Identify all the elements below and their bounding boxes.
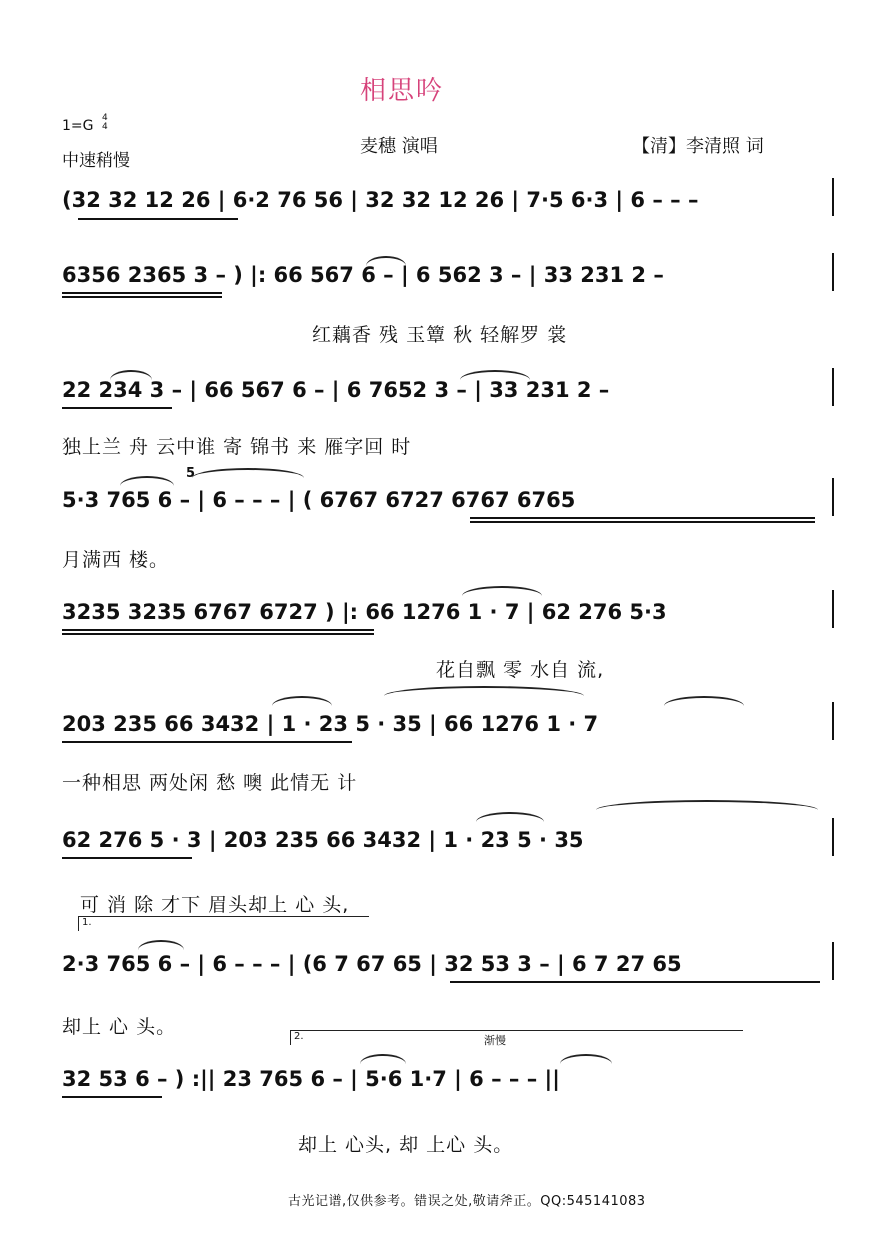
beam [470, 521, 815, 523]
time-bottom: 4 [102, 122, 108, 132]
slur [596, 800, 818, 810]
slur [110, 370, 152, 380]
slur [476, 812, 544, 822]
beam [470, 517, 815, 519]
beam [62, 407, 172, 409]
system-3-lyric: 独上兰 舟 云中谁 寄 锦书 来 雁字回 时 [62, 436, 412, 458]
system-7-notes: 62 276 5 · 3 | 203 235 66 3432 | 1 · 23 5 · 35 [62, 828, 584, 852]
beam [62, 629, 374, 631]
system-9-notes: 32 53 6 – ) :|| 23 765 6 – | 5·6 1·7 | 6 – – – || [62, 1067, 560, 1091]
system-5-lyric: 花自飘 零 水自 流, [436, 659, 605, 681]
system-1-notes: (32 32 12 26 | 6·2 76 56 | 32 32 12 26 | 7·5 6·3 | 6 – – – [62, 188, 699, 212]
second-ending-bracket [290, 1030, 743, 1045]
system-6-notes: 203 235 66 3432 | 1 · 23 5 · 35 | 66 1276 1 · 7 [62, 712, 599, 736]
beam [62, 741, 352, 743]
barline [832, 590, 834, 628]
system-6-lyric: 一种相思 两处闲 愁 噢 此情无 计 [62, 772, 358, 794]
beam [78, 218, 238, 220]
beam [450, 981, 820, 983]
system-3-notes: 22 234 3 – | 66 567 6 – | 6 7652 3 – | 33 231 2 – [62, 378, 610, 402]
grace-note: 5 [186, 466, 196, 481]
barline [832, 368, 834, 406]
lyricist: 【清】李清照 词 [632, 136, 764, 157]
system-2-lyric: 红藕香 残 玉簟 秋 轻解罗 裳 [312, 324, 568, 346]
system-4-notes: 5·3 765 6 – | 6 – – – | ( 6767 6727 6767 6765 [62, 488, 576, 512]
ritardando-marking: 渐慢 [484, 1034, 506, 1047]
transcriber-note: 古光记谱,仅供参考。错误之处,敬请斧正。QQ:545141083 [288, 1194, 646, 1209]
system-7-lyric: 可 消 除 才下 眉头却上 心 头, [80, 894, 350, 916]
beam [62, 633, 374, 635]
slur [460, 370, 530, 380]
slur [462, 586, 542, 596]
slur [366, 256, 406, 266]
system-5-notes: 3235 3235 6767 6727 ) |: 66 1276 1 · 7 | 62 276 5·3 [62, 600, 667, 624]
beam [62, 292, 222, 294]
time-signature [102, 114, 108, 132]
first-ending-bracket [78, 916, 369, 931]
barline [832, 702, 834, 740]
barline [832, 942, 834, 980]
performer: 麦穗 演唱 [360, 136, 438, 157]
second-ending-number: 2. [294, 1031, 304, 1042]
slur [138, 940, 184, 950]
barline [832, 178, 834, 216]
beam [62, 1096, 162, 1098]
first-ending-number: 1. [82, 917, 92, 928]
slur [384, 686, 584, 696]
system-8-notes: 2·3 765 6 – | 6 – – – | (6 7 67 65 | 32 53 3 – | 6 7 27 65 [62, 952, 682, 976]
system-4-lyric: 月满西 楼。 [62, 549, 170, 571]
barline [832, 253, 834, 291]
slur [664, 696, 744, 706]
system-9-lyric: 却上 心头, 却 上心 头。 [298, 1134, 514, 1156]
slur [560, 1054, 612, 1064]
tie [192, 468, 304, 478]
tempo-marking: 中速稍慢 [62, 151, 130, 171]
barline [832, 478, 834, 516]
system-2-notes: 6356 2365 3 – ) |: 66 567 6 – | 6 562 3 – | 33 231 2 – [62, 263, 664, 287]
system-8-lyric: 却上 心 头。 [62, 1016, 177, 1038]
slur [272, 696, 332, 706]
key-signature [62, 113, 108, 134]
slur [360, 1054, 406, 1064]
slur [120, 476, 174, 486]
beam [62, 857, 192, 859]
beam [62, 296, 222, 298]
key-label: 1=G [62, 118, 94, 134]
song-title: 相思吟 [360, 76, 445, 106]
time-top: 4 [102, 113, 108, 123]
barline [832, 818, 834, 856]
